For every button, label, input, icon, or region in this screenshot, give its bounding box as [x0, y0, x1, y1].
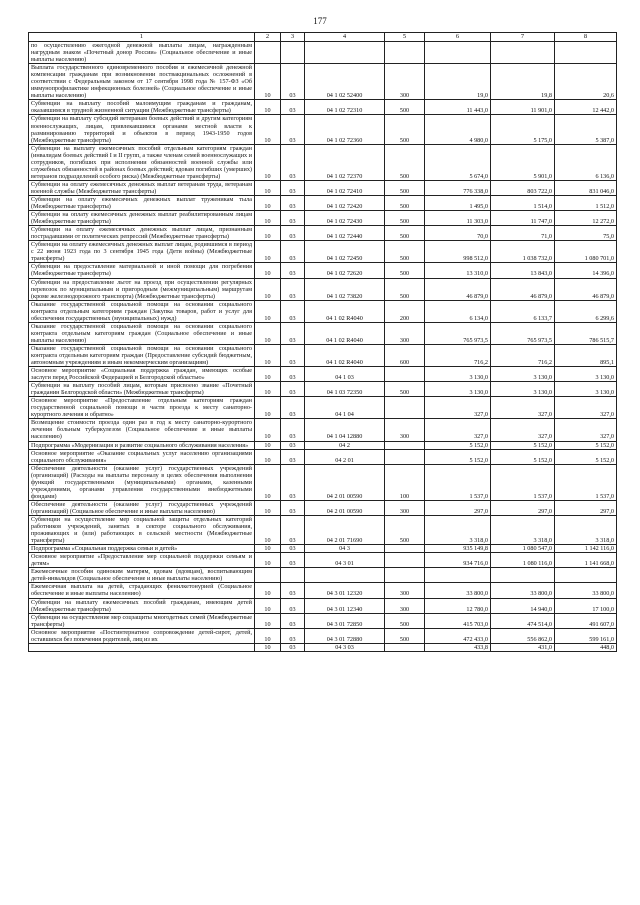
amount-2020-cell: 3 130,0	[491, 382, 555, 397]
section-cell: 10	[255, 464, 281, 500]
target-article-cell: 04 1 02 R4040	[305, 344, 385, 366]
subsection-cell: 03	[281, 100, 305, 115]
amount-2021-cell: 17 100,0	[555, 598, 617, 613]
expense-type-cell: 500	[385, 180, 425, 195]
budget-table	[28, 32, 617, 652]
section-cell: 10	[255, 241, 281, 263]
expense-type-cell: 200	[385, 300, 425, 322]
subsection-cell: 03	[281, 144, 305, 180]
header-cell: 5	[385, 33, 425, 42]
amount-2021-cell: 12 272,0	[555, 211, 617, 226]
amount-2019-cell: 327,0	[425, 419, 491, 441]
amount-2019-cell: 70,0	[425, 226, 491, 241]
expense-type-cell: 500	[385, 382, 425, 397]
table-row	[29, 226, 617, 241]
amount-2021-cell: 3 130,0	[555, 382, 617, 397]
table-row	[29, 100, 617, 115]
description-cell: Субвенции на предоставление льгот на проезд при осуществлении регулярных перевозок по муниципальным и пригородным (межмуниципальным) маршрутам (кроме железнодорожного транспорта) (Межбюджетные трансферты)	[29, 278, 255, 300]
description-cell: Субвенции на выплату ежемесячных пособий отдельным категориям граждан (инвалидам боевых действий I и II групп, а также членам семей военнослужащих и сотрудников, погибших при исполнении обязанностей военной службы или служебных обязанностей в районах боевых действий; вдовам погибших (умерших) ветеранов подразделений особого риска) (Межбюджетные трансферты)	[29, 144, 255, 180]
subsection-cell: 03	[281, 449, 305, 464]
subsection-cell: 03	[281, 211, 305, 226]
description-cell	[29, 643, 255, 651]
target-article-cell: 04 1 04 12880	[305, 419, 385, 441]
amount-2020-cell: 1 080 116,0	[491, 553, 555, 568]
section-cell: 10	[255, 226, 281, 241]
description-cell: Обеспечение деятельности (оказание услуг) государственных учреждений (организаций) (Социальное обеспечение и иные выплаты населению)	[29, 500, 255, 515]
subsection-cell: 03	[281, 382, 305, 397]
description-cell: Основное мероприятие «Оказание социальных услуг населению организациями социального обслуживания»	[29, 449, 255, 464]
description-cell: по осуществлению ежегодной денежной выплаты лицам, награжденным нагрудным знаком «Почетный донор России» (Социальное обеспечение и иные выплаты населению)	[29, 42, 255, 64]
expense-type-cell: 300	[385, 500, 425, 515]
subsection-cell: 03	[281, 397, 305, 419]
description-cell: Субвенции на оплату ежемесячных денежных выплат лицам, признанным пострадавшими от политических репрессий (Межбюджетные трансферты)	[29, 226, 255, 241]
table-row	[29, 367, 617, 382]
subsection-cell: 03	[281, 241, 305, 263]
target-article-cell: 04 1 02 72310	[305, 100, 385, 115]
amount-2021-cell: 1 537,0	[555, 464, 617, 500]
table-row	[29, 263, 617, 278]
amount-2019-cell: 5 152,0	[425, 441, 491, 449]
amount-2020-cell: 765 973,5	[491, 322, 555, 344]
amount-2021-cell: 831 046,0	[555, 180, 617, 195]
target-article-cell: 04 1 02 72360	[305, 115, 385, 144]
section-cell: 10	[255, 598, 281, 613]
target-article-cell: 04 3 01 12340	[305, 598, 385, 613]
expense-type-cell	[385, 397, 425, 419]
target-article-cell: 04 3 03	[305, 643, 385, 651]
amount-2021-cell: 12 442,0	[555, 100, 617, 115]
amount-2021-cell: 5 387,0	[555, 115, 617, 144]
amount-2019-cell: 46 879,0	[425, 278, 491, 300]
amount-2021-cell: 1 512,0	[555, 195, 617, 210]
amount-2021-cell	[555, 42, 617, 64]
table-row	[29, 115, 617, 144]
subsection-cell: 03	[281, 613, 305, 628]
section-cell: 10	[255, 367, 281, 382]
section-cell: 10	[255, 449, 281, 464]
subsection-cell: 03	[281, 195, 305, 210]
table-row	[29, 344, 617, 366]
expense-type-cell: 600	[385, 344, 425, 366]
target-article-cell: 04 1 02 72370	[305, 144, 385, 180]
amount-2019-cell: 12 780,0	[425, 598, 491, 613]
section-cell: 10	[255, 144, 281, 180]
description-cell: Субвенции на предоставление материальной и иной помощи для погребения (Межбюджетные трансферты)	[29, 263, 255, 278]
expense-type-cell: 500	[385, 263, 425, 278]
description-cell: Подпрограмма «Социальная поддержка семьи и детей»	[29, 545, 255, 553]
table-row	[29, 516, 617, 545]
expense-type-cell: 100	[385, 464, 425, 500]
expense-type-cell: 500	[385, 516, 425, 545]
amount-2021-cell: 46 879,0	[555, 278, 617, 300]
amount-2019-cell: 3 130,0	[425, 382, 491, 397]
amount-2020-cell	[491, 42, 555, 64]
header-cell: 3	[281, 33, 305, 42]
amount-2019-cell: 3 130,0	[425, 367, 491, 382]
amount-2020-cell: 1 080 547,0	[491, 545, 555, 553]
amount-2019-cell: 4 980,0	[425, 115, 491, 144]
amount-2020-cell: 474 514,0	[491, 613, 555, 628]
expense-type-cell: 500	[385, 100, 425, 115]
target-article-cell: 04 3 01 72850	[305, 613, 385, 628]
section-cell: 10	[255, 64, 281, 100]
amount-2020-cell: 71,0	[491, 226, 555, 241]
header-cell: 4	[305, 33, 385, 42]
amount-2020-cell: 11 747,0	[491, 211, 555, 226]
subsection-cell: 03	[281, 115, 305, 144]
subsection-cell: 03	[281, 464, 305, 500]
subsection-cell: 03	[281, 278, 305, 300]
subsection-cell: 03	[281, 545, 305, 553]
header-cell: 7	[491, 33, 555, 42]
amount-2020-cell: 33 800,0	[491, 583, 555, 598]
table-row	[29, 144, 617, 180]
target-article-cell: 04 1 04	[305, 397, 385, 419]
table-row	[29, 449, 617, 464]
table-row	[29, 613, 617, 628]
target-article-cell: 04 1 02 72450	[305, 241, 385, 263]
expense-type-cell: 500	[385, 226, 425, 241]
description-cell: Субвенции на осуществление мер социальной защиты отдельных категорий работников учреждений, занятых в секторе социального обслуживания, проживающих и (или) работающих в сельской местности (Межбюджетные трансферты)	[29, 516, 255, 545]
table-row	[29, 464, 617, 500]
description-cell: Выплата государственного единовременного пособия и ежемесячной денежной компенсации гражданам при возникновении поствакцинальных осложнений в соответствии с Федеральным законом от 17 сентября 1998 года № 157-ФЗ «Об иммунопрофилактике инфекционных болезней» (Социальное обеспечение и иные выплаты населению)	[29, 64, 255, 100]
expense-type-cell: 500	[385, 211, 425, 226]
amount-2021-cell: 5 152,0	[555, 449, 617, 464]
table-row	[29, 419, 617, 441]
amount-2019-cell: 297,0	[425, 500, 491, 515]
section-cell: 10	[255, 382, 281, 397]
amount-2020-cell: 19,8	[491, 64, 555, 100]
subsection-cell	[281, 568, 305, 583]
amount-2019-cell: 472 433,0	[425, 628, 491, 643]
amount-2019-cell: 11 443,0	[425, 100, 491, 115]
amount-2020-cell: 716,2	[491, 344, 555, 366]
subsection-cell: 03	[281, 643, 305, 651]
description-cell: Субвенции на осуществление мер соцзащиты многодетных семей (Межбюджетные трансферты)	[29, 613, 255, 628]
amount-2020-cell: 14 940,0	[491, 598, 555, 613]
amount-2021-cell: 14 396,0	[555, 263, 617, 278]
amount-2019-cell: 935 149,8	[425, 545, 491, 553]
subsection-cell: 03	[281, 553, 305, 568]
amount-2020-cell: 803 722,0	[491, 180, 555, 195]
target-article-cell: 04 1 02 72620	[305, 263, 385, 278]
header-cell: 1	[29, 33, 255, 42]
amount-2021-cell: 599 161,0	[555, 628, 617, 643]
amount-2019-cell: 998 512,0	[425, 241, 491, 263]
section-cell: 10	[255, 545, 281, 553]
section-cell: 10	[255, 100, 281, 115]
target-article-cell: 04 1 02 72430	[305, 211, 385, 226]
amount-2021-cell: 20,6	[555, 64, 617, 100]
table-row	[29, 241, 617, 263]
description-cell: Основное мероприятие «Предоставление отдельным категориям граждан государственной социальной помощи в части проезда к месту санаторно-курортного лечения и обратно»	[29, 397, 255, 419]
table-row	[29, 211, 617, 226]
amount-2019-cell: 415 703,0	[425, 613, 491, 628]
expense-type-cell: 300	[385, 583, 425, 598]
amount-2021-cell: 6 136,0	[555, 144, 617, 180]
description-cell: Оказание государственной социальной помощи на основании социального контракта отдельным категориям граждан (Предоставление субсидий бюджетным, автономным учреждениям и иным некоммерческим организациям)	[29, 344, 255, 366]
section-cell: 10	[255, 278, 281, 300]
expense-type-cell	[385, 643, 425, 651]
subsection-cell: 03	[281, 64, 305, 100]
section-cell: 10	[255, 300, 281, 322]
section-cell: 10	[255, 180, 281, 195]
section-cell: 10	[255, 628, 281, 643]
expense-type-cell: 500	[385, 144, 425, 180]
expense-type-cell: 300	[385, 64, 425, 100]
target-article-cell: 04 3 01 72880	[305, 628, 385, 643]
amount-2021-cell: 327,0	[555, 397, 617, 419]
amount-2020-cell: 1 038 732,0	[491, 241, 555, 263]
amount-2019-cell: 5 152,0	[425, 449, 491, 464]
table-row	[29, 553, 617, 568]
amount-2021-cell: 75,0	[555, 226, 617, 241]
section-cell: 10	[255, 419, 281, 441]
target-article-cell: 04 1 02 73820	[305, 278, 385, 300]
amount-2019-cell: 433,8	[425, 643, 491, 651]
target-article-cell	[305, 568, 385, 583]
amount-2019-cell: 776 338,0	[425, 180, 491, 195]
amount-2020-cell: 5 901,0	[491, 144, 555, 180]
amount-2019-cell: 716,2	[425, 344, 491, 366]
expense-type-cell	[385, 42, 425, 64]
expense-type-cell	[385, 441, 425, 449]
table-row	[29, 500, 617, 515]
amount-2019-cell: 3 318,0	[425, 516, 491, 545]
header-cell: 2	[255, 33, 281, 42]
amount-2020-cell: 6 133,7	[491, 300, 555, 322]
amount-2021-cell: 448,0	[555, 643, 617, 651]
amount-2021-cell: 297,0	[555, 500, 617, 515]
target-article-cell: 04 1 03 72350	[305, 382, 385, 397]
description-cell: Субвенции на оплату ежемесячных денежных выплат реабилитированным лицам (Межбюджетные трансферты)	[29, 211, 255, 226]
table-row	[29, 300, 617, 322]
amount-2021-cell: 327,0	[555, 419, 617, 441]
target-article-cell: 04 1 02 R4040	[305, 300, 385, 322]
section-cell: 10	[255, 516, 281, 545]
table-row	[29, 180, 617, 195]
amount-2019-cell: 13 310,0	[425, 263, 491, 278]
header-cell: 8	[555, 33, 617, 42]
description-cell: Основное мероприятие «Социальная поддержка граждан, имеющих особые заслуги перед Российской Федерацией и Белгородской областью»	[29, 367, 255, 382]
amount-2020-cell: 1 537,0	[491, 464, 555, 500]
target-article-cell: 04 1 02 72410	[305, 180, 385, 195]
section-cell: 10	[255, 211, 281, 226]
description-cell: Субвенции на выплату ежемесячных пособий гражданам, имеющим детей (Межбюджетные трансферты)	[29, 598, 255, 613]
table-row	[29, 598, 617, 613]
table-row	[29, 441, 617, 449]
target-article-cell: 04 1 02 52400	[305, 64, 385, 100]
subsection-cell: 03	[281, 300, 305, 322]
description-cell: Субвенции на оплату ежемесячных денежных выплат лицам, родившимся в период с 22 июня 1923 года по 3 сентября 1945 года (Дети войны) (Межбюджетные трансферты)	[29, 241, 255, 263]
subsection-cell	[281, 42, 305, 64]
description-cell: Субвенции на оплату ежемесячных денежных выплат ветеранам труда, ветеранам военной службы (Межбюджетные трансферты)	[29, 180, 255, 195]
amount-2020-cell: 3 130,0	[491, 367, 555, 382]
target-article-cell: 04 2 01 00590	[305, 500, 385, 515]
amount-2021-cell	[555, 568, 617, 583]
amount-2019-cell: 934 716,0	[425, 553, 491, 568]
target-article-cell: 04 3 01	[305, 553, 385, 568]
section-cell	[255, 42, 281, 64]
subsection-cell: 03	[281, 419, 305, 441]
amount-2021-cell: 33 800,0	[555, 583, 617, 598]
amount-2021-cell: 1 142 116,0	[555, 545, 617, 553]
amount-2019-cell: 11 303,0	[425, 211, 491, 226]
amount-2020-cell: 46 879,0	[491, 278, 555, 300]
description-cell: Обеспечение деятельности (оказание услуг) государственных учреждений (организаций) (Расходы на выплаты персоналу в целях обеспечения выполнения функций государственными (муниципальными) органами, казенными учреждениями, органами управления государственными внебюджетными фондами)	[29, 464, 255, 500]
table-row	[29, 42, 617, 64]
table-row	[29, 397, 617, 419]
description-cell: Субвенции на оплату ежемесячных денежных выплат труженикам тыла (Межбюджетные трансферты)	[29, 195, 255, 210]
expense-type-cell	[385, 553, 425, 568]
subsection-cell: 03	[281, 441, 305, 449]
description-cell: Оказание государственной социальной помощи на основании социального контракта отдельным категориям граждан (Закупка товаров, работ и услуг для обеспечения государственных (муниципальных) нужд)	[29, 300, 255, 322]
amount-2019-cell: 5 674,0	[425, 144, 491, 180]
expense-type-cell: 300	[385, 598, 425, 613]
amount-2019-cell: 19,0	[425, 64, 491, 100]
amount-2020-cell: 431,0	[491, 643, 555, 651]
target-article-cell: 04 3 01 12320	[305, 583, 385, 598]
subsection-cell: 03	[281, 367, 305, 382]
subsection-cell: 03	[281, 226, 305, 241]
amount-2019-cell: 33 800,0	[425, 583, 491, 598]
section-cell: 10	[255, 397, 281, 419]
expense-type-cell: 300	[385, 419, 425, 441]
amount-2021-cell: 3 130,0	[555, 367, 617, 382]
section-cell: 10	[255, 195, 281, 210]
target-article-cell	[305, 42, 385, 64]
amount-2019-cell	[425, 42, 491, 64]
target-article-cell: 04 1 02 72440	[305, 226, 385, 241]
section-cell: 10	[255, 115, 281, 144]
description-cell: Субвенции на выплату субсидий ветеранам боевых действий и другим категориям военнослужащих, лицам, привлекавшимся органами местной власти к разминированию территорий и объектов в период 1943-1950 годов (Межбюджетные трансферты)	[29, 115, 255, 144]
table-row	[29, 568, 617, 583]
expense-type-cell	[385, 568, 425, 583]
amount-2020-cell: 327,0	[491, 397, 555, 419]
amount-2020-cell: 5 152,0	[491, 449, 555, 464]
section-cell: 10	[255, 263, 281, 278]
amount-2020-cell: 297,0	[491, 500, 555, 515]
target-article-cell: 04 1 03	[305, 367, 385, 382]
target-article-cell: 04 2 01	[305, 449, 385, 464]
subsection-cell: 03	[281, 598, 305, 613]
amount-2020-cell: 11 901,0	[491, 100, 555, 115]
amount-2020-cell	[491, 568, 555, 583]
description-cell: Оказание государственной социальной помощи на основании социального контракта отдельным категориям граждан (Социальное обеспечение и иные выплаты населению)	[29, 322, 255, 344]
target-article-cell: 04 3	[305, 545, 385, 553]
table-row	[29, 278, 617, 300]
amount-2021-cell: 3 318,0	[555, 516, 617, 545]
description-cell: Подпрограмма «Модернизация и развитие социального обслуживания населения»	[29, 441, 255, 449]
subsection-cell: 03	[281, 322, 305, 344]
amount-2019-cell: 1 495,0	[425, 195, 491, 210]
description-cell: Возмещение стоимости проезда один раз в год к месту санаторно-курортного лечения больным туберкулезом (Социальное обеспечение и иные выплаты населению)	[29, 419, 255, 441]
amount-2020-cell: 5 152,0	[491, 441, 555, 449]
target-article-cell: 04 2	[305, 441, 385, 449]
amount-2019-cell: 327,0	[425, 397, 491, 419]
target-article-cell: 04 2 01 00590	[305, 464, 385, 500]
subsection-cell: 03	[281, 500, 305, 515]
table-row	[29, 382, 617, 397]
expense-type-cell: 500	[385, 195, 425, 210]
target-article-cell: 04 2 01 71690	[305, 516, 385, 545]
section-cell: 10	[255, 553, 281, 568]
target-article-cell: 04 1 02 R4040	[305, 322, 385, 344]
section-cell: 10	[255, 643, 281, 651]
description-cell: Ежемесячные пособия одиноким матерям, вдовам (вдовцам), воспитывающим детей-инвалидов (Социальное обеспечение и иные выплаты населению)	[29, 568, 255, 583]
amount-2021-cell: 1 080 701,0	[555, 241, 617, 263]
expense-type-cell	[385, 449, 425, 464]
target-article-cell: 04 1 02 72420	[305, 195, 385, 210]
table-row	[29, 195, 617, 210]
expense-type-cell: 500	[385, 628, 425, 643]
table-row	[29, 64, 617, 100]
subsection-cell: 03	[281, 628, 305, 643]
description-cell: Основное мероприятие «Постинтернатное сопровождение детей-сирот, детей, оставшихся без попечения родителей, лиц из их	[29, 628, 255, 643]
section-cell: 10	[255, 344, 281, 366]
subsection-cell: 03	[281, 180, 305, 195]
amount-2021-cell: 786 515,7	[555, 322, 617, 344]
description-cell: Субвенции на выплату пособий лицам, которым присвоено звание «Почетный гражданин Белгородской области» (Межбюджетные трансферты)	[29, 382, 255, 397]
expense-type-cell	[385, 545, 425, 553]
table-row	[29, 583, 617, 598]
amount-2019-cell	[425, 568, 491, 583]
amount-2019-cell: 6 134,0	[425, 300, 491, 322]
table-row	[29, 643, 617, 651]
header-row	[29, 33, 617, 42]
expense-type-cell: 500	[385, 278, 425, 300]
expense-type-cell	[385, 367, 425, 382]
amount-2021-cell: 5 152,0	[555, 441, 617, 449]
amount-2020-cell: 1 514,0	[491, 195, 555, 210]
subsection-cell: 03	[281, 263, 305, 278]
amount-2020-cell: 5 175,0	[491, 115, 555, 144]
header-cell: 6	[425, 33, 491, 42]
amount-2020-cell: 556 862,0	[491, 628, 555, 643]
amount-2020-cell: 13 843,0	[491, 263, 555, 278]
amount-2021-cell: 6 299,6	[555, 300, 617, 322]
page-number: 177	[313, 16, 327, 26]
description-cell: Ежемесячная выплата на детей, страдающих фенилкетонурией (Социальное обеспечение и иные выплаты населению)	[29, 583, 255, 598]
subsection-cell: 03	[281, 516, 305, 545]
table-row	[29, 322, 617, 344]
expense-type-cell: 500	[385, 115, 425, 144]
amount-2020-cell: 3 318,0	[491, 516, 555, 545]
section-cell: 10	[255, 500, 281, 515]
amount-2020-cell: 327,0	[491, 419, 555, 441]
expense-type-cell: 300	[385, 322, 425, 344]
subsection-cell: 03	[281, 344, 305, 366]
table-row	[29, 628, 617, 643]
amount-2019-cell: 1 537,0	[425, 464, 491, 500]
amount-2021-cell: 895,1	[555, 344, 617, 366]
section-cell: 10	[255, 441, 281, 449]
description-cell: Субвенции на выплату пособий малоимущим гражданам и гражданам, оказавшимся в трудной жизненной ситуации (Межбюджетные трансферты)	[29, 100, 255, 115]
subsection-cell: 03	[281, 583, 305, 598]
description-cell: Основное мероприятие «Предоставление мер социальной поддержки семьям и детям»	[29, 553, 255, 568]
expense-type-cell: 500	[385, 241, 425, 263]
section-cell: 10	[255, 613, 281, 628]
expense-type-cell: 500	[385, 613, 425, 628]
amount-2019-cell: 765 973,5	[425, 322, 491, 344]
amount-2021-cell: 1 141 668,0	[555, 553, 617, 568]
section-cell: 10	[255, 583, 281, 598]
amount-2021-cell: 491 607,0	[555, 613, 617, 628]
section-cell: 10	[255, 322, 281, 344]
section-cell	[255, 568, 281, 583]
table-row	[29, 545, 617, 553]
